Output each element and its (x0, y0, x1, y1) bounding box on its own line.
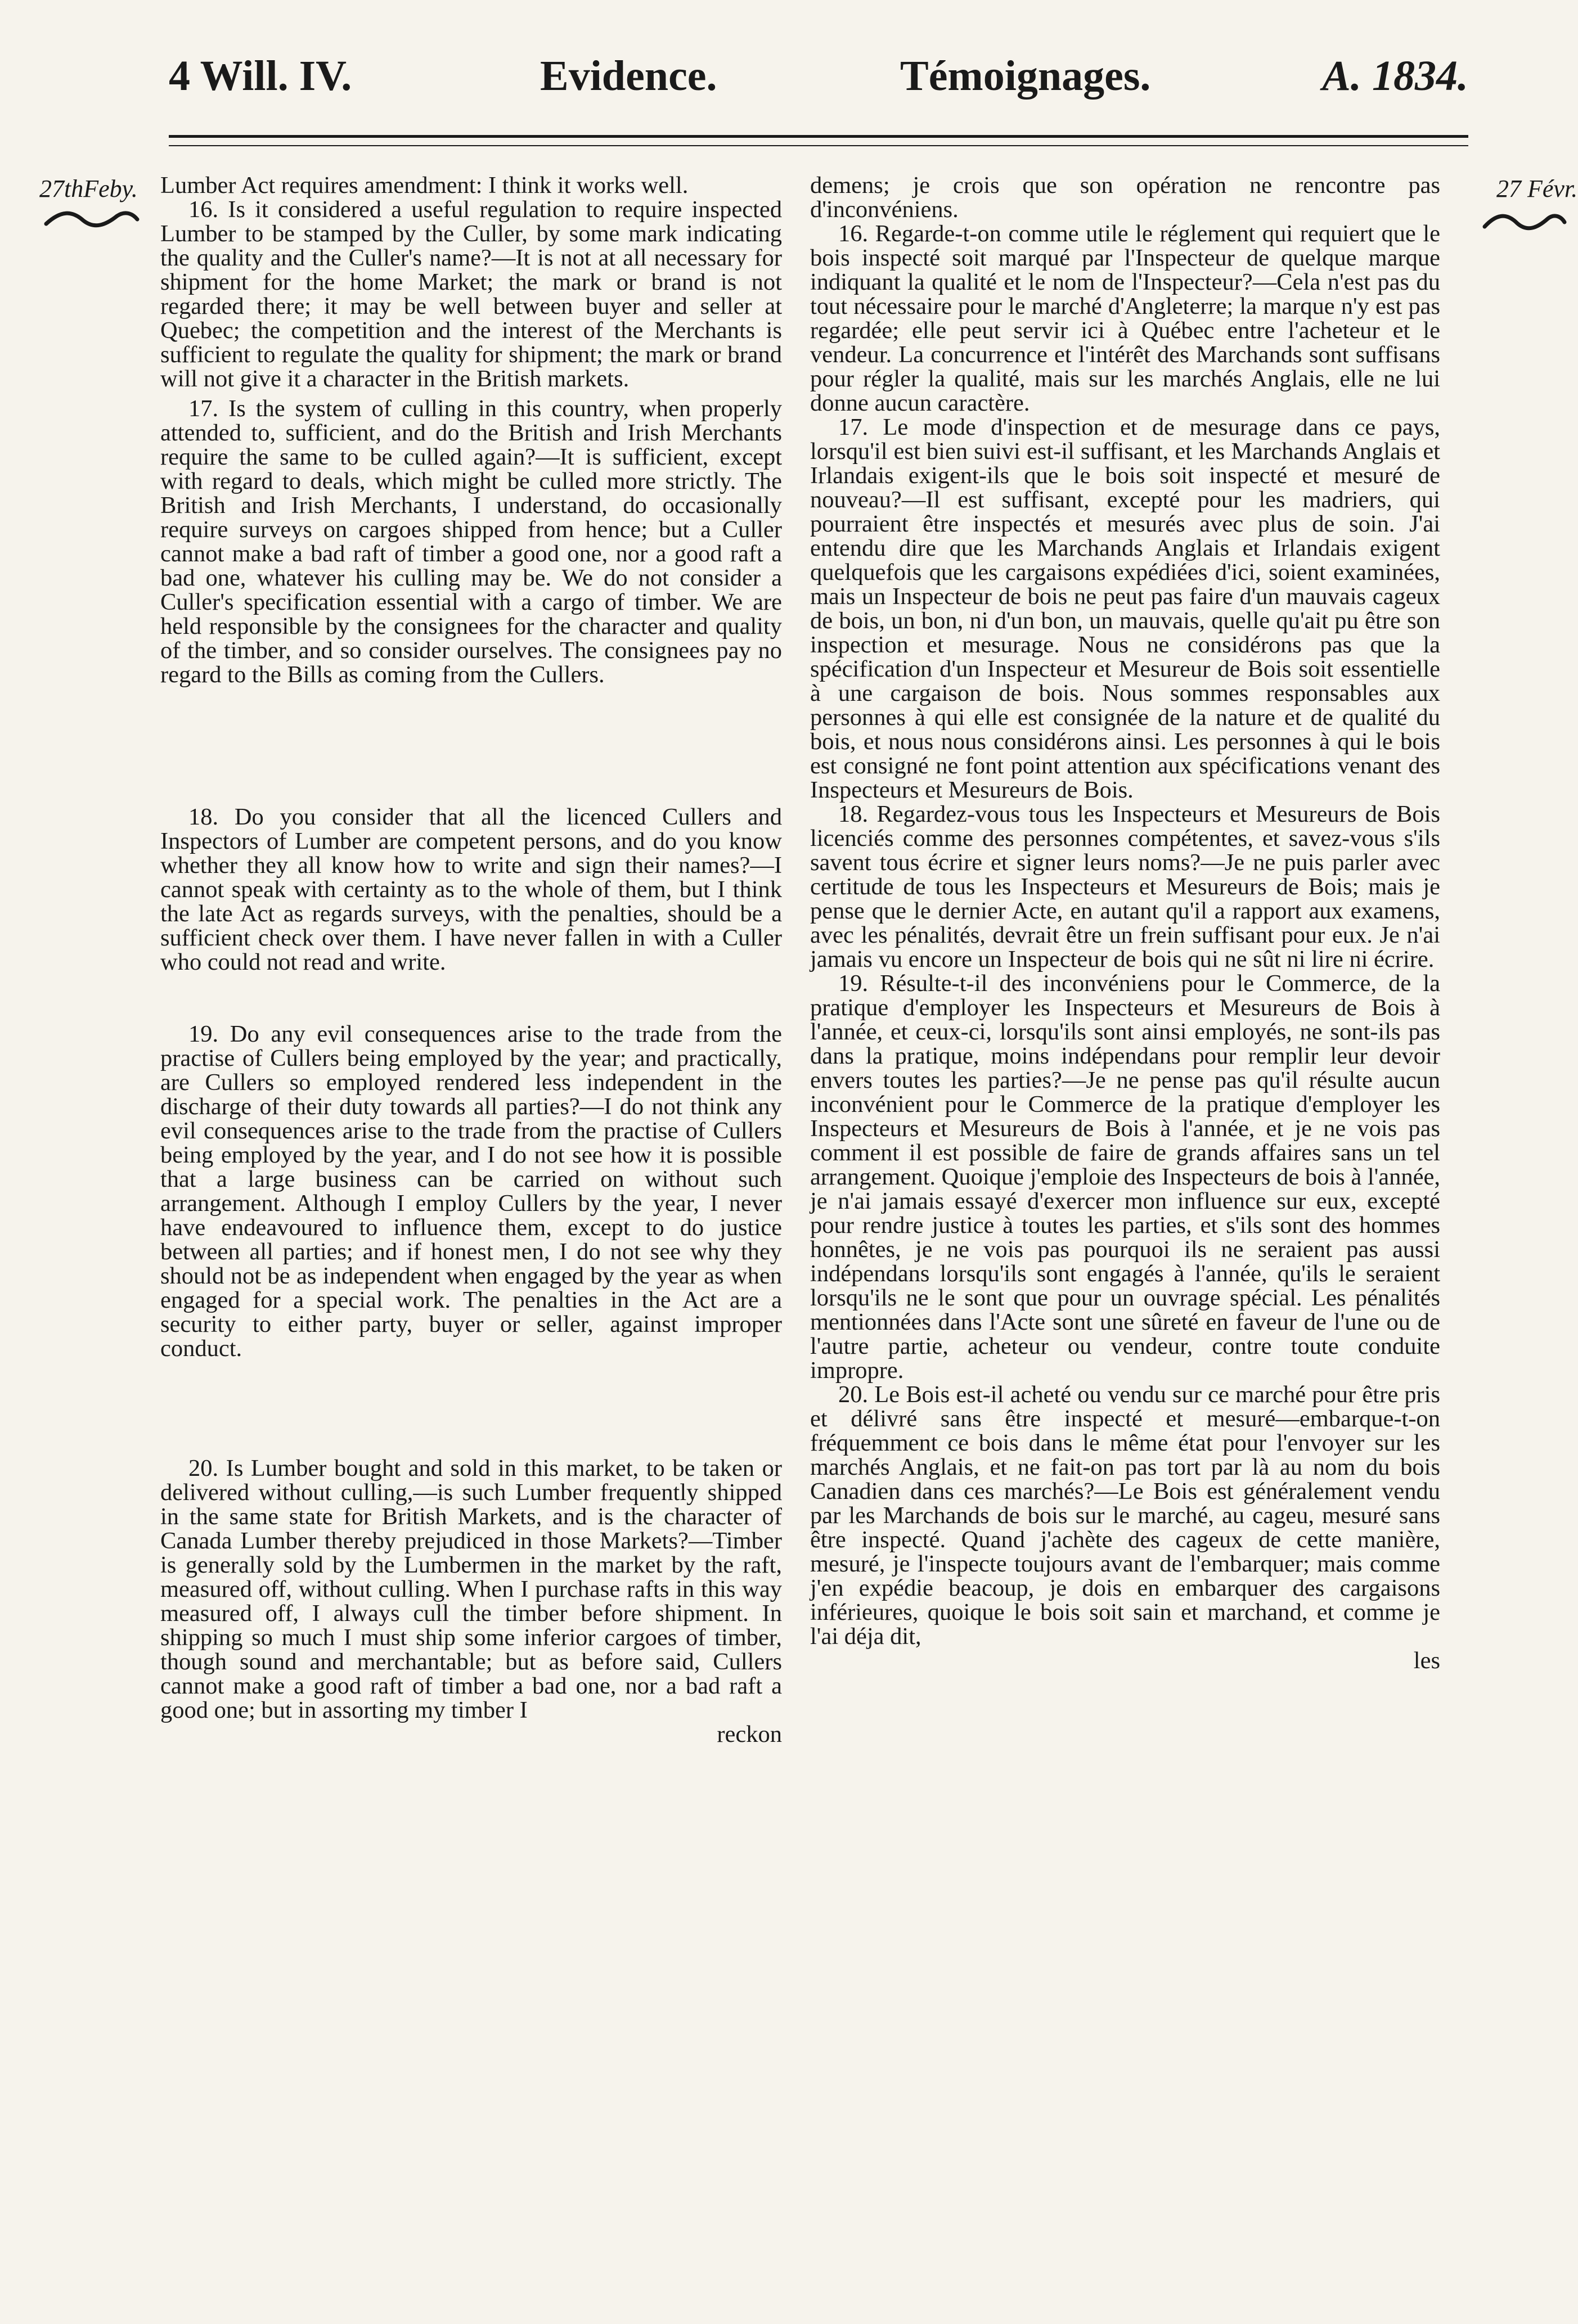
english-column (160, 173, 782, 1746)
french-question-16: 16. Regarde-t-on comme utile le réglement qui requiert que le bois inspecté soit marqué par l'Inspecteur de quelque marque indiquant la qualité et le nom de l'Inspecteur?—Cela n'est pas du tout nécessaire pour le marché d'Angleterre; la marque n'y est pas regardée; elle peut servir ici à Québec entre l'acheteur et le vendeur. La concurrence et l'intérêt des Marchands sont suffisans pour régler la qualité, mais sur les marchés Anglais, elle ne lui donne aucun caractère. (810, 220, 1440, 416)
french-question-20: 20. Le Bois est-il acheté ou vendu sur ce marché pour être pris et délivré sans être inspecté et mesuré—embarque-t-on fréquemment ce bois dans le même état pour l'envoyer sur les marchés Anglais, et ne fait-on pas tort par là au nom du bois Canadien dans ces marchés?—Le Bois est généralement vendu par les Marchands de bois sur le marché, au cageu, mesuré sans être inspecté. Quand j'achète des cageux de cette manière, mesuré, je l'inspecte toujours avant de l'embarquer; mais comme j'en expédie beacoup, je dois en embarquer des cargaisons inférieures, quoique le bois soit sain et marchand, et comme je l'ai déja dit, (810, 1381, 1440, 1650)
french-catchword: les (1413, 1647, 1440, 1674)
english-question-18: 18. Do you consider that all the licenced Cullers and Inspectors of Lumber are competent persons, and do you know whether they all know how to write and sign their names?—I cannot speak with certainty as to the whole of them, but I think the late Act as regards surveys, with the penalties, should be a sufficient check over them. I have never fallen in with a Culler who could not read and write. (160, 804, 782, 975)
english-question-19: 19. Do any evil consequences arise to the trade from the practise of Cullers being employed by the year; and practically, are Cullers so employed rendered less independent in the discharge of their duty towards all parties?—I do not think any evil consequences arise to the trade from the practise of Cullers being employed by the year, and I do not see how it is possible that a large business can be carried on without such arrangement. Although I employ Cullers by the year, I never have endeavoured to influence them, except to do justice between all parties; and if honest men, I do not see why they should not be as independent when engaged by the year as when engaged for a special work. The penalties in the Act are a security to either party, buyer or seller, against improper conduct. (160, 1021, 782, 1362)
margin-squiggle-left-icon (44, 208, 140, 231)
margin-squiggle-right-icon (1482, 211, 1567, 233)
english-question-17: 17. Is the system of culling in this country, when properly attended to, sufficient, and do the British and Irish Merchants require the same to be culled again?—It is sufficient, except with regard to deals, which might be culled more strictly. The British and Irish Merchants, I understand, do occasionally require surveys on cargoes shipped from hence; but a Culler cannot make a bad raft of timber a good one, nor a good raft a bad one, whatever his culling may be. We do not consider a Culler's specification essential with a cargo of timber. We are held responsible by the consignees for the character and quality of the timber, and so consider ourselves. The consignees pay no regard to the Bills as coming from the Cullers. (160, 395, 782, 688)
french-column (810, 173, 1440, 1673)
english-intro: Lumber Act requires amendment: I think it works well. (160, 172, 689, 199)
header-rule-thick (169, 135, 1468, 138)
page-header (169, 45, 1468, 107)
english-question-20: 20. Is Lumber bought and sold in this market, to be taken or delivered without culling,—is such Lumber frequently shipped in the same state for British Markets, and is the character of Canada Lumber thereby prejudiced in those Markets?—Timber is generally sold by the Lumbermen in the market by the raft, measured off, without culling. When I purchase rafts in this way measured off, I always cull the timber before shipment. In shipping so much I must ship some inferior cargoes of timber, though sound and merchantable; but as before said, Cullers cannot make a good raft of timber a bad one, nor a bad raft a good one; but in assorting my timber I (160, 1455, 782, 1723)
english-question-16: 16. Is it considered a useful regulation to require inspected Lumber to be stamped by the Culler, by some mark indicating the quality and the Culler's name?—It is not at all necessary for shipment for the home Market; the mark or brand is not regarded there; it may be well between buyer and seller at Quebec; the competition and the interest of the Merchants is sufficient to regulate the quality for shipment; the mark or brand will not give it a character in the British markets. (160, 196, 782, 392)
header-session: 4 Will. IV. (169, 52, 352, 100)
french-question-18: 18. Regardez-vous tous les Inspecteurs et Mesureurs de Bois licenciés comme des personnes compétentes, et savez-vous s'ils savent tous écrire et signer leurs noms?—Je ne puis parler avec certitude de tous les Inspecteurs et Mesureurs de Bois; mais je pense que le dernier Acte, en autant qu'il a rapport aux examens, avec les pénalités, devrait être un frein suffisant pour eux. Je n'ai jamais vu encore un Inspecteur de bois qui ne sût ni lire ni écrire. (810, 801, 1440, 972)
french-intro: demens; je crois que son opération ne rencontre pas d'inconvéniens. (810, 172, 1440, 223)
header-evidence: Evidence. (540, 52, 717, 100)
margin-date-right: 27 Févr. (1496, 175, 1578, 202)
french-question-17: 17. Le mode d'inspection et de mesurage dans ce pays, lorsqu'il est bien suivi est-il suffisant, et les Marchands Anglais et Irlandais exigent-ils que le bois soit inspecté et mesuré de nouveau?—Il est suffisant, excepté pour les madriers, qui pourraient être inspectés et mesurés avec plus de soin. J'ai entendu dire que les Marchands Anglais et Irlandais exigent quelquefois que les cargaisons expédiées d'ici, soient examinées, mais un Inspecteur de bois ne peut pas faire d'un mauvais cageux de bois, un bon, ni d'un bon, un mauvais, quelle qu'ait pu être son inspection et mesurage. Nous ne considérons pas que la spécification d'un Inspecteur et Mesureur de Bois soit essentielle à une cargaison de bois. Nous sommes responsables aux personnes à qui elle est consignée de la nature et de qualité du bois, et nous nous considérons ainsi. Les personnes à qui le bois est consigné ne font point attention aux spécifications venant des Inspecteurs et Mesureurs de Bois. (810, 414, 1440, 803)
margin-date-left: 27thFeby. (39, 175, 138, 202)
french-question-19: 19. Résulte-t-il des inconvéniens pour le Commerce, de la pratique d'employer les Inspecteurs et Mesureurs de Bois à l'année, et ceux-ci, lorsqu'ils sont ainsi employés, ne sont-ils pas dans la pratique, moins indépendans pour remplir leur devoir envers toutes les parties?—Je ne pense pas qu'il résulte aucun inconvénient pour le Commerce de la pratique d'employer les Inspecteurs et Mesureurs de Bois à l'année, et je ne vois pas comment il est possible de faire de grands affaires sans un tel arrangement. Quoique j'emploie des Inspecteurs de bois à l'année, je n'ai jamais essayé d'exercer mon influence sur eux, excepté pour rendre justice à toutes les parties, et s'ils sont des hommes honnêtes, je ne vois pas pourquoi ils ne seraient pas aussi indépendans lorsqu'ils sont engagés à l'année, qu'ils le seraient lorsqu'ils ne le sont que pour un ouvrage spécial. Les pénalités mentionnées dans l'Acte sont une sûreté en faveur de l'une ou de l'autre partie, acheteur ou vendeur, contre toute conduite impropre. (810, 970, 1440, 1384)
english-catchword: reckon (717, 1721, 782, 1747)
header-year: A. 1834. (1322, 52, 1468, 100)
header-rule-thin (169, 145, 1468, 146)
header-temoignages: Témoignages. (900, 52, 1151, 100)
